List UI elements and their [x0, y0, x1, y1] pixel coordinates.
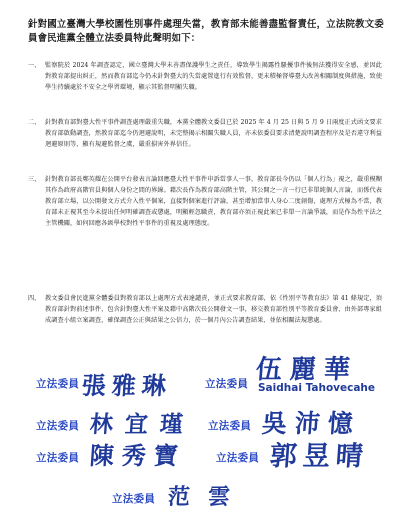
signature-name: 吳沛憶: [260, 409, 362, 438]
signature-name: 伍麗華: [254, 355, 359, 385]
section-text: 教文委員會民進黨全體委員對教育部以上處理方式表達譴責，並正式要求教育部，依《性別平等教育法》第 41 條規定，須教育部針對前述事件，包含針對臺大性平案及藉中高階次長公開發文一事，移交教育部性別平等教育委員會，由外部專家組成調查小組立案調查，確保調查公正與結果之公信力，於一個月內公告調查結果，並依相關法規懲處。: [45, 295, 382, 325]
document-title: 針對國立臺灣大學校園性別事件處理失當，教育部未能善盡監督責任，立法院教文委員會民進黨全體立法委員特此聲明如下：: [28, 19, 384, 44]
section-number: 一、: [28, 62, 41, 69]
signature-name: 林宜瑾: [88, 412, 196, 438]
signature-label: 立法委員: [208, 420, 252, 432]
section-text: 針對教育部長鄭英耀在公開平台發表言論回應臺大性平事件申訴當事人一事，教育部長今仍以「個人行為」視之，嚴重模糊其作為政府高階官員與個人身份之間的界線。藉次長作為教育部高階主管，其公開之一言一行已非單純個人言論，而係代表教育部立場，以公開發文方式介入性平個案，直接對個案進行評論，甚至增加當事人身心二度創傷，處理方式極為不當，教育部未正視其至今未提出任何明確調查或懲處，明顯輕忽職責，教育部亦須正視此案已非單一言論爭議，而是作為性平法之主管機關，如何回應各級學校對性平事件的重視及處理態度。: [45, 176, 382, 228]
signature-label: 立法委員: [216, 452, 260, 464]
section-1: [28, 60, 382, 93]
section-text: 針對教育部對臺大性平事件調查處理嚴重失職，本黨全體教文委員已於 2025 年 4 月 25 日與 5 月 9 日兩度正式函文要求教育部啟動調查，然教育部迄今仍迴避說明，未完整揭示相關失職人員，亦未依委員要求清楚說明調查程序及是否違守利益迴避原則等，顯有規避監督之虞，嚴重損害外界信任。: [45, 119, 382, 149]
signature-name: 張雅琳: [80, 372, 173, 400]
section-number: 三、: [28, 176, 41, 183]
signature-label: 立法委員: [36, 420, 80, 432]
section-2: [28, 117, 382, 150]
signature-label: 立法委員: [205, 378, 249, 390]
signature-label: 立法委員: [112, 493, 156, 505]
signature-name: 范雲: [166, 485, 249, 510]
signature-name: 郭昱晴: [268, 441, 370, 472]
section-3: [28, 174, 382, 229]
signature-label: 立法委員: [36, 452, 80, 464]
section-4: [28, 293, 382, 326]
section-number: 四、: [28, 295, 41, 302]
section-number: 二、: [28, 119, 41, 126]
signature-label: 立法委員: [36, 378, 80, 390]
signature-name: 陳秀寶: [88, 442, 187, 470]
signature-name-latin: Saidhai Tahovecahe: [258, 382, 376, 394]
section-text: 監察院於 2024 年調查認定，國立臺灣大學未善盡保護學生之責任，導致學生揭露性騷擾事件後無法獲得安全感，並因此對教育部提出糾正，然而教育部迄今仍未針對臺大的失當處置進行有效監督，更未積極督導臺大改善相關制度與措施，致使學生持續處於不安全之學習環境，顯示其監督明顯失職。: [45, 62, 382, 92]
